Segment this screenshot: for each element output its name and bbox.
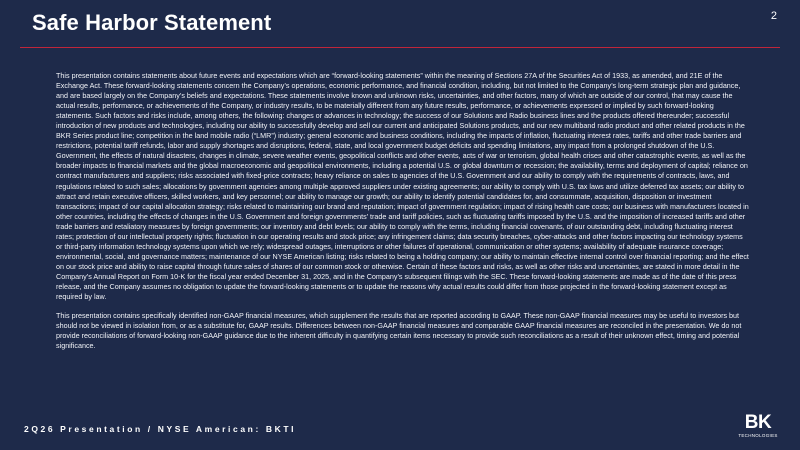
bk-logo-tagline: TECHNOLOGIES	[738, 433, 778, 438]
slide-title: Safe Harbor Statement	[32, 10, 272, 35]
title-divider	[20, 47, 780, 48]
bk-logo	[738, 413, 778, 438]
statement-body	[56, 71, 750, 351]
bk-logo-mark: BK	[744, 412, 772, 433]
page-number: 2	[770, 10, 777, 22]
forward-looking-paragraph: This presentation contains statements about future events and expectations which are “forward-looking statements” within the meaning of Sections 27A of the Securities Act of 1933, as amended, and 21E of the Exchange Act. These forward-looking statements concern the Company’s operations, economic performance, and financial condition, including, but not limited to the Company’s long-term strategic plan and guidance, and are based largely on the Company’s beliefs and expectations. These statements involve known and unknown risks, uncertainties, and other factors, many of which are outside of our control, that may cause the actual results, performance, or achievements of the Company, or industry results, to be materially different from any future results, performance, or achievements expressed or implied by such forward-looking statements. Such factors and risks include, among others, the following: changes or advances in technology; the success of our Solutions and Radio business lines and the products offered thereunder; successful introduction of new products and technologies, including our ability to successfully develop and sell our current and anticipated Solutions products, and our new multiband radio product and other related products in the BKR Series product line; competition in the land mobile radio (“LMR”) industry; general economic and business conditions, including the impacts of inflation, fluctuating interest rates, tariffs and other trade barriers and restrictions, potential tariff refunds, labor and supply shortages and disruptions, federal, state, and local government budget deficits and spending limitations, any impact from a prolonged shutdown of the U.S. Government, the effects of natural disasters, changes in climate, severe weather events, geopolitical conflicts and other events, acts of war or terrorism, global health crises and other catastrophic events, as well as the broader impacts to financial markets and the global macroeconomic and geopolitical environments, including a potential U.S. or global downturn or recession; the availability, terms and deployment of capital; reliance on contract manufacturers and suppliers; risks associated with fixed-price contracts; heavy reliance on sales to agencies of the U.S. Government and our ability to comply with the requirements of contracts, laws, and regulations related to such sales; allocations by government agencies among multiple approved suppliers under existing agreements; our ability to comply with U.S. tax laws and utilize deferred tax assets; our ability to attract and retain executive officers, skilled workers, and key personnel; our ability to manage our growth; our ability to identify potential candidates for, and consummate, acquisition, disposition or investment transactions; impact of our capital allocation strategy; risks related to maintaining our brand and reputation; impact of government regulation; impact of rising health care costs; our business with manufacturers located in other countries, including the effects of changes in the U.S. Government and foreign governments’ trade and tariff policies, such as fluctuating tariffs imposed by the U.S. and the imposition of increased tariffs and other trade barriers and retaliatory measures by foreign governments; our inventory and debt levels; our ability to comply with the terms, including financial covenants, of our outstanding debt, including fluctuating interest rates; protection of our intellectual property rights; fluctuation in our operating results and stock price; any infringement claims; data security breaches, cyber-attacks and other factors impacting our technology systems or third-party information technology systems upon which we rely; widespread outages, interruptions or other failures of operational, communication or other systems; availability of adequate insurance coverage; environmental, social, and governance matters; maintenance of our NYSE American listing; risks related to being a holding company; our ability to maintain effective internal control over financial reporting; and the effect on our stock price and ability to raise capital through future sales of shares of our common stock or otherwise. Certain of these factors and risks, as well as other risks and uncertainties, are stated in more detail in the Company’s Annual Report on Form 10-K for the fiscal year ended December 31, 2025, and in the Company’s subsequent filings with the SEC. These forward-looking statements are made as of the date of this press release, and the Company assumes no obligation to update the forward-looking statements or to update the reasons why actual results could differ from those projected in the forward-looking statement except as required by law.	[56, 71, 749, 302]
footer-text: 2Q26 Presentation / NYSE American: BKTI	[24, 424, 297, 434]
non-gaap-paragraph: This presentation contains specifically identified non-GAAP financial measures, which supplement the results that are reported according to GAAP. These non-GAAP financial measures may be useful to investors but should not be viewed in isolation from, or as a substitute for, GAAP results. Differences between non-GAAP financial measures and comparable GAAP financial measures are reconciled in the presentation. We do not provide reconciliations of forward-looking non-GAAP guidance due to the inherent difficulty in quantifying certain items necessary to provide such reconciliations as a result of their unknown effect, timing and potential significance.	[56, 311, 742, 351]
